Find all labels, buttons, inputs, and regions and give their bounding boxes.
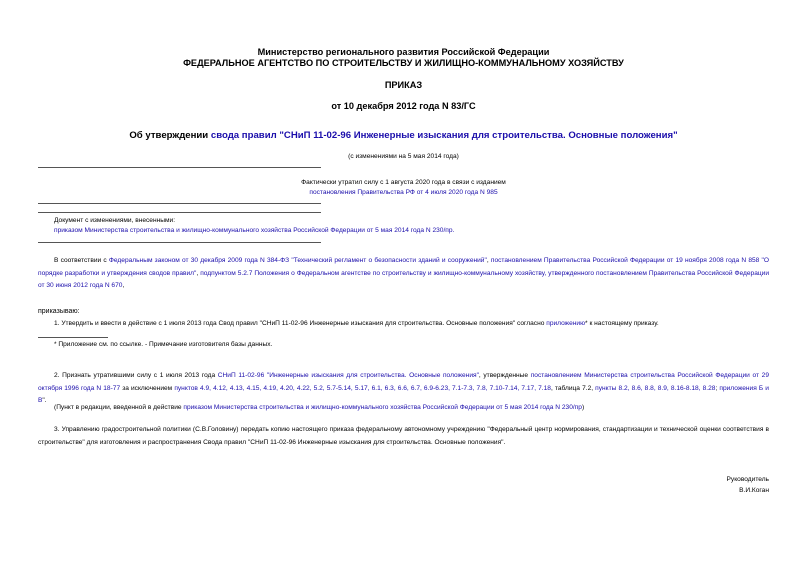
ministry-name: Министерство регионального развития Российской Федерации	[257, 47, 550, 57]
snip-link[interactable]: СНиП 11-02-96 "Инженерные изыскания для строительства. Основные положения"	[217, 372, 479, 379]
regulation-link[interactable]: подпунктом 5.2.7 Положения о Федеральном агентстве по строительству и жилищно-коммунальному хозяйству, утвержденного постановлением Правительства Российской Федерации от 30 июня 2012 года N 670	[38, 269, 769, 289]
document-date: от 10 декабря 2012 года N 83/ГС	[331, 101, 476, 111]
amendment-label: Документ с изменениями, внесенными:	[54, 217, 176, 224]
item-2-note-link[interactable]: приказом Министерства строительства и жилищно-коммунального хозяйства Российской Федерации от 5 мая 2014 года N 230/пр	[183, 404, 582, 411]
government-decree-link[interactable]: постановлением Правительства Российской Федерации от 19 ноября 2008 года N 858 "О порядке разработки и утверждения сводов правил"	[38, 257, 770, 277]
changes-note: (с изменениями на 5 мая 2014 года)	[348, 153, 459, 160]
signatory-role: Руководитель	[726, 476, 769, 483]
clauses-8-link[interactable]: пункты 8.2, 8.6, 8.8, 8.9, 8.16-8.18, 8.28	[595, 384, 716, 392]
item-2-text: за исключением	[120, 384, 175, 392]
item-3: 3. Управлению градостроительной политики (С.В.Головину) передать копию настоящего приказа федеральному автономному учреждению "Федеральный центр нормирования, стандартизации и технической оценки соответствия в строительстве" для изготовления и распространения Свода правил "СНиП 11-02-96 Инженерные изыскания для строительства. Основные положения".	[38, 426, 769, 446]
footnote-divider	[38, 337, 108, 338]
agency-name: ФЕДЕРАЛЬНОЕ АГЕНТСТВО ПО СТРОИТЕЛЬСТВУ И ЖИЛИЩНО-КОММУНАЛЬНОМУ ХОЗЯЙСТВУ	[183, 58, 624, 68]
item-2-text: 2. Признать утратившими силу с 1 июля 2013 года	[54, 372, 218, 379]
divider	[38, 212, 321, 213]
item-2-note-suffix: )	[581, 404, 585, 411]
federal-law-link[interactable]: Федеральным законом от 30 декабря 2009 года N 384-ФЗ "Технический регламент о безопасности зданий и сооружений"	[108, 257, 487, 264]
preamble-text: ,	[486, 257, 491, 264]
divider	[38, 167, 321, 168]
document-type: ПРИКАЗ	[384, 80, 423, 90]
appendices-link[interactable]: приложения Б и В	[38, 384, 769, 404]
item-2-text: , таблица 7.2,	[550, 384, 596, 392]
item-1-text: 1. Утвердить и ввести в действие с 1 июля 2013 года Свод правил "СНиП 11-02-96 Инженерные изыскания для строительства. Основные положения" согласно	[54, 320, 547, 327]
item-2	[38, 370, 769, 408]
status-text: Фактически утратил силу с 1 августа 2020 года в связи с изданием	[301, 179, 506, 186]
divider	[38, 242, 321, 243]
signatory-name: В.И.Коган	[739, 487, 769, 494]
appendix-link[interactable]: приложению	[546, 320, 586, 327]
item-2-text: , утвержденные	[478, 372, 531, 379]
title-prefix: Об утверждении	[129, 130, 211, 141]
footnote: * Приложение см. по ссылке. - Примечание изготовителя базы данных.	[54, 341, 273, 348]
item-2-text: ;	[715, 384, 720, 392]
item-2-note-prefix: (Пункт в редакции, введенной в действие	[54, 404, 184, 411]
preamble-paragraph	[38, 255, 769, 293]
clauses-link[interactable]: пунктов 4.9, 4.12, 4.13, 4.15, 4.19, 4.20, 4.22, 5.2, 5.7-5.14, 5.17, 6.1, 6.3, 6.6, 6.7, 6.9-6.23, 7.1-7.3, 7.8, 7.10-7.14, 7.17, 7.18	[174, 384, 551, 392]
divider	[38, 203, 321, 204]
amendment-link[interactable]: приказом Министерства строительства и жилищно-коммунального хозяйства Российской Федерации от 5 мая 2014 года N 230/пр.	[54, 227, 455, 234]
document-title	[0, 130, 807, 141]
status-link[interactable]: постановления Правительства РФ от 4 июля 2020 года N 985	[309, 189, 498, 196]
item-1	[54, 320, 659, 327]
item-2-text: ".	[42, 397, 47, 404]
preamble-text: ,	[122, 282, 125, 289]
item-2-note	[54, 404, 584, 411]
order-word: приказываю:	[38, 308, 80, 315]
item-1-suffix: * к настоящему приказу.	[585, 320, 659, 327]
preamble-text: ,	[196, 269, 201, 277]
ministry-decree-link[interactable]: постановлением Министерства строительства Российской Федерации от 29 октября 1996 года N 18-77	[38, 372, 770, 392]
preamble-text: В соответствии с	[54, 257, 109, 264]
title-link[interactable]: свода правил "СНиП 11-02-96 Инженерные изыскания для строительства. Основные положения"	[210, 130, 678, 141]
